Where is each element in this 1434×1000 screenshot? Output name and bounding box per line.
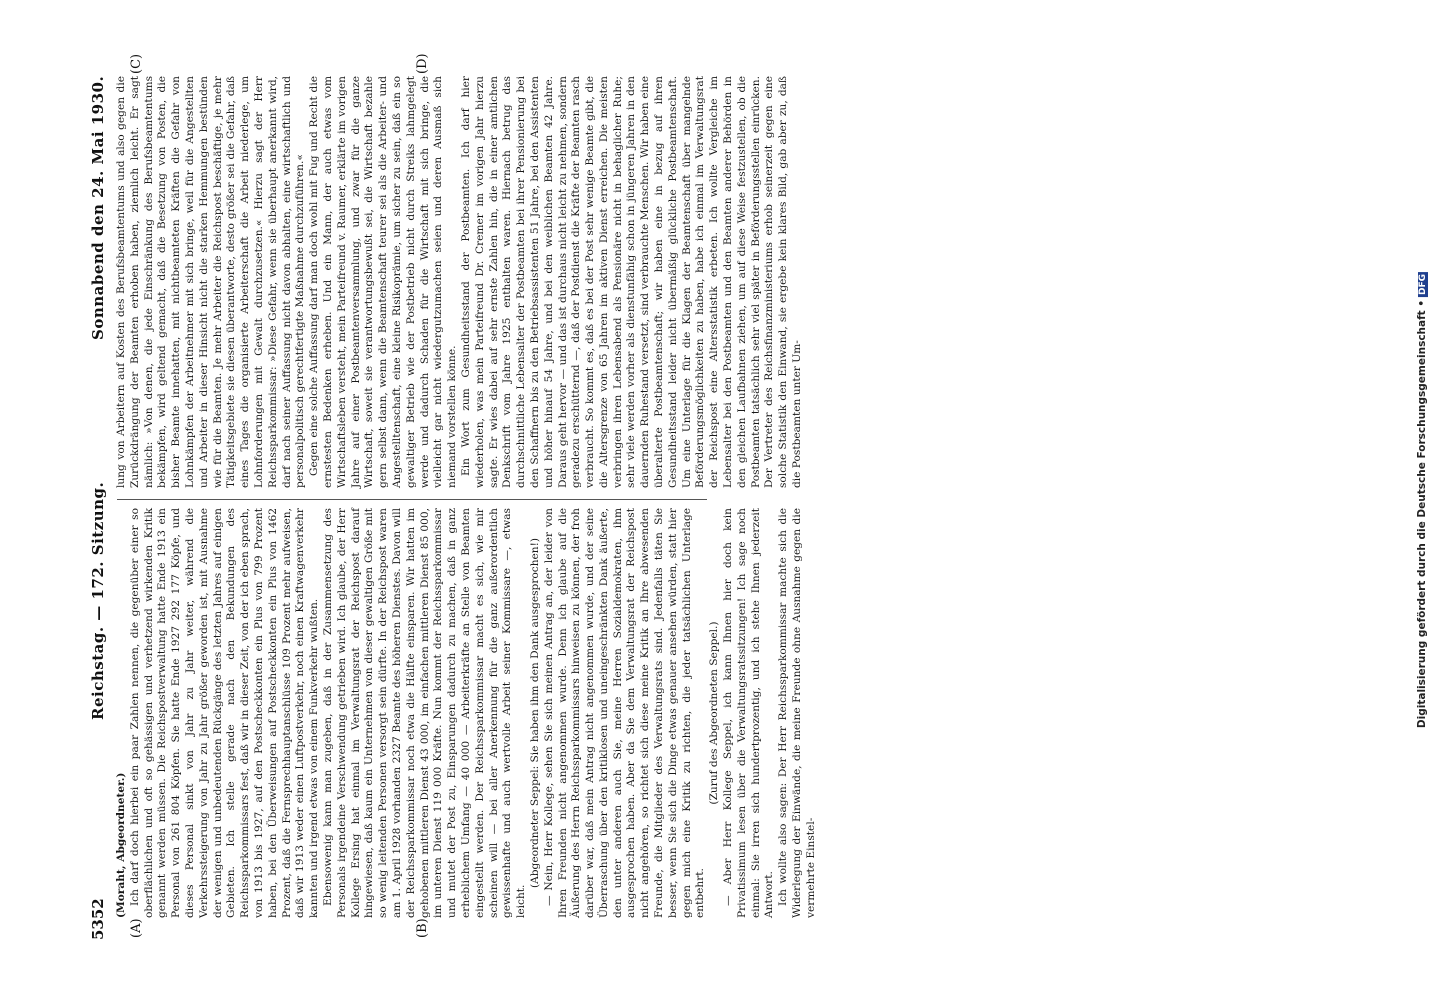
digitization-credit (1414, 10, 1430, 990)
paragraph: Ich darf doch hierbei ein paar Zahlen nennen, die gegenüber einer so oberflächlichen und oft so gehässigen und verhetzend wirkenden Kritik genannt werden müssen. Die Reichspostverwaltung hatte Ende 1913 ein Personal von 261 804 Köpfen. Sie hatte Ende 1927 292 177 Köpfe, und dieses Personal sinkt von Jahr zu Jahr weiter, während die Verkehrssteigerung von Jahr zu Jahr größer geworden ist, mit Ausnahme der wenigen und unbedeutenden Rückgänge des letzten Jahres auf einigen Gebieten. Ich stelle gerade nach den Bekundungen des Reichssparkommissars fest, daß wir in dieser Zeit, von der ich eben sprach, von 1913 bis 1927, auf den Postscheckkonten ein Plus von 799 Prozent haben, bei den Überweisungen auf Postscheckkonten ein Plus von 1462 Prozent, daß die Fernsprechhauptanschlüsse 109 Prozent mehr aufweisen, daß wir 1913 weder einen Luftpostverkehr, noch einen Kraftwagenverkehr kannten und irgend etwas von einem Funkverkehr wußten. (128, 508, 321, 918)
paragraph: Ein Wort zum Gesundheitsstand der Postbeamten. Ich darf hier wiederholen, was mein Parteifreund Dr. Cremer im vorigen Jahr hierzu sagte. Er wies dabei auf sehr ernste Zahlen hin, die in einer amtlichen Denkschrift vom Jahre 1925 enthalten waren. Hiernach betrug das durchschnittliche Lebensalter der Postbeamten bei ihrer Pensionierung bei den Schaffnern bis zu den Betriebsassistenten 51 Jahre, bei den Assistenten und höher hinauf 54 Jahre, und bei den weiblichen Beamten 42 Jahre. Daraus geht hervor — und das ist durchaus nicht leicht zu nehmen, sondern geradezu erschütternd —, daß der Postdienst die Kräfte der Beamten rasch verbraucht. So kommt es, daß es bei der Post sehr wenige Beamte gibt, die die Altersgrenze von 65 Jahren im aktiven Dienst erreichen. Die meisten verbringen ihren Lebensabend als Pensionäre nicht in behaglicher Ruhe; sehr viele werden vorher als dienstunfähig schon in jüngeren Jahren in den dauernden Ruhestand versetzt, sind verbrauchte Menschen. Wir haben eine überalterte Postbeamtenschaft; wir haben eine in bezug auf ihren Gesundheitsstand leider nicht übermäßig glückliche Postbeamtenschaft. Um eine Unterlage für die Klagen der Beamtenschaft über mangelnde Beförderungsmöglichkeiten zu haben, habe ich einmal im Verwaltungsrat der Reichspost eine Altersstatistik erbeten. Ich wollte Vergleiche im Lebensalter bei den Postbeamten und den Beamten anderer Behörden in den gleichen Laufbahnen ziehen, um auf diese Weise festzustellen, ob die Postbeamten tatsächlich sehr viel später in Beförderungsstellen einrücken. Der Vertreter des Reichsfinanzministeriums erhob seinerzeit gegen eine solche Statistik den Einwand, sie ergebe kein klares Bild, gab aber zu, daß die Postbeamten unter Um- (459, 76, 804, 488)
left-running-title: Reichstag. — 172. Sitzung. (89, 481, 107, 720)
page-number: 5352 (89, 898, 107, 940)
speaker-label: (Moraht, Abgeordneter.) (115, 772, 127, 918)
interjection: (Abgeordneter Seppel: Sie haben ihm den Dank ausgesprochen!) (528, 537, 541, 889)
margin-mark-b: (B) (415, 918, 430, 938)
paragraph: — Aber Herr Kollege Seppel, ich kann Ihnen hier doch kein Privatissimum lesen über die Verwaltungsratssitzungen! Ich sage noch einmal: Sie irren sich hundertprozentig, und ich stehe Ihnen jederzeit Antwort. (722, 508, 776, 918)
right-column (115, 76, 804, 488)
rotated-page-wrapper (85, 53, 817, 940)
margin-mark-d: (D) (415, 53, 430, 74)
credit-text: Digitalisierung gefördert durch die Deutsche Forschungsgemeinschaft • (1416, 299, 1428, 729)
page-content (85, 53, 817, 940)
paragraph: — Nein, Herr Kollege, sehen Sie sich meinen Antrag an, der leider von Ihren Freunden nicht angenommen wurde. Denn ich glaube auf die Äußerung des Herrn Reichssparkommissars hinweisen zu können, der froh darüber war, daß mein Antrag nicht angenommen wurde, und der seine Überraschung über den kritiklosen und uneingeschränkten Dank äußerte, den unter anderen auch Sie, meine Herren Sozialdemokraten, ihm ausgesprochen haben. Aber da Sie dem Verwaltungsrat der Reichspost nicht angehören, so richtet sich diese meine Kritik an Ihre abwesenden Freunde, die Mitglieder des Verwaltungsrats sind. Jedenfalls täten Sie besser, wenn Sie sich die Dinge etwas genauer ansehen würden, statt hier gegen mich eine Kritik zu richten, die jeder tatsächlichen Unterlage entbehrt. (542, 508, 707, 918)
page-header (85, 60, 111, 940)
margin-mark-c: (C) (129, 53, 144, 74)
paragraph: Ich wollte also sagen: Der Herr Reichssparkommissar machte sich die Widerlegung der Einwände, die meine Freunde ohne Ausnahme gegen die vermehrte Einstel- (777, 508, 817, 918)
right-running-title: Sonnabend den 24. Mai 1930. (89, 75, 107, 340)
paragraph: lung von Arbeitern auf Kosten des Berufsbeamtentums und also gegen die Zurückdrängung der Beamten erhoben haben, ziemlich leicht. Er sagt nämlich: »Von denen, die jede Einschränkung des Berufsbeamtentums bekämpfen, wird geltend gemacht, daß die Besetzung von Posten, die bisher Beamte innehatten, mit nichtbeamteten Kräften die Gefahr von Lohnkämpfen der Arbeitnehmer mit sich bringe, weil für die Angestellten und Arbeiter in dieser Hinsicht nicht die starken Hemmungen bestünden wie für die Beamten. Je mehr Arbeiter die Reichspost beschäftige, je mehr Tätigkeitsgebiete sie diesen überantworte, desto größer sei die Gefahr, daß eines Tages die organisierte Arbeiterschaft die Arbeit niederlege, um Lohnforderungen mit Gewalt durchzusetzen.« Hierzu sagt der Herr Reichssparkommissar: »Diese Gefahr, wenn sie überhaupt anerkannt wird, darf nach seiner Auffassung nicht davon abhalten, eine wirtschaftlich und personalpolitisch gerechtfertigte Maßnahme durchzuführen.« (115, 76, 307, 488)
column-divider (117, 499, 707, 500)
dfg-logo: DFG (1418, 273, 1428, 295)
paragraph: Gegen eine solche Auffassung darf man doch wohl mit Fug und Recht die ernstesten Bedenken erheben. Und ein Mann, der auch etwas vom Wirtschaftsleben versteht, mein Parteifreund v. Raumer, erklärte im vorigen Jahre auf einer Postbeamtenversammlung, und zwar für die ganze Wirtschaft, soweit sie verantwortungsbewußt sei, die Wirtschaft bezahle gern selbst dann, wenn die Beamtenschaft teurer sei als die Arbeiter- und Angestelltenschaft, eine kleine Risikoprämie, um sicher zu sein, daß ein so gewaltiger Betrieb wie der Postbetrieb nicht durch Streiks lahmgelegt werde und dadurch Schaden für die Wirtschaft mit sich bringe, die vielleicht gar nicht wiedergutzumachen seien und deren Ausmaß sich niemand vorstellen könne. (308, 76, 459, 488)
margin-mark-a: (A) (129, 918, 144, 938)
paragraph: Ebensowenig kann man zugeben, daß in der Zusammensetzung des Personals irgendeine Verschwendung getrieben wird. Ich glaube, der Herr Kollege Ersing hat einmal im Verwaltungsrat der Reichspost darauf hingewiesen, daß kaum ein Unternehmen von dieser gewaltigen Größe mit so wenig leitenden Personen versorgt sein dürfte. In der Reichspost waren am 1. April 1928 vorhanden 2327 Beamte des höheren Dienstes. Davon will der Reichssparkommissar noch etwa die Hälfte einsparen. Wir hatten im gehobenen mittleren Dienst 43 000, im einfachen mittleren Dienst 85 000, im unteren Dienst 119 000 Kräfte. Nun kommt der Reichssparkommissar und mutet der Post zu, Einsparungen dadurch zu machen, daß in ganz erheblichem Umfang — 40 000 — Arbeiterkräfte an Stelle von Beamten eingestellt werden. Der Reichssparkommissar macht es sich, wie mir scheinen will — bei aller Anerkennung für die ganz außerordentlich gewissenhafte und auch wertvolle Arbeit seiner Kommissare —, etwas leicht. (321, 508, 528, 918)
interjection: (Zuruf des Abgeordneten Seppel.) (708, 621, 721, 805)
left-column (115, 508, 817, 918)
